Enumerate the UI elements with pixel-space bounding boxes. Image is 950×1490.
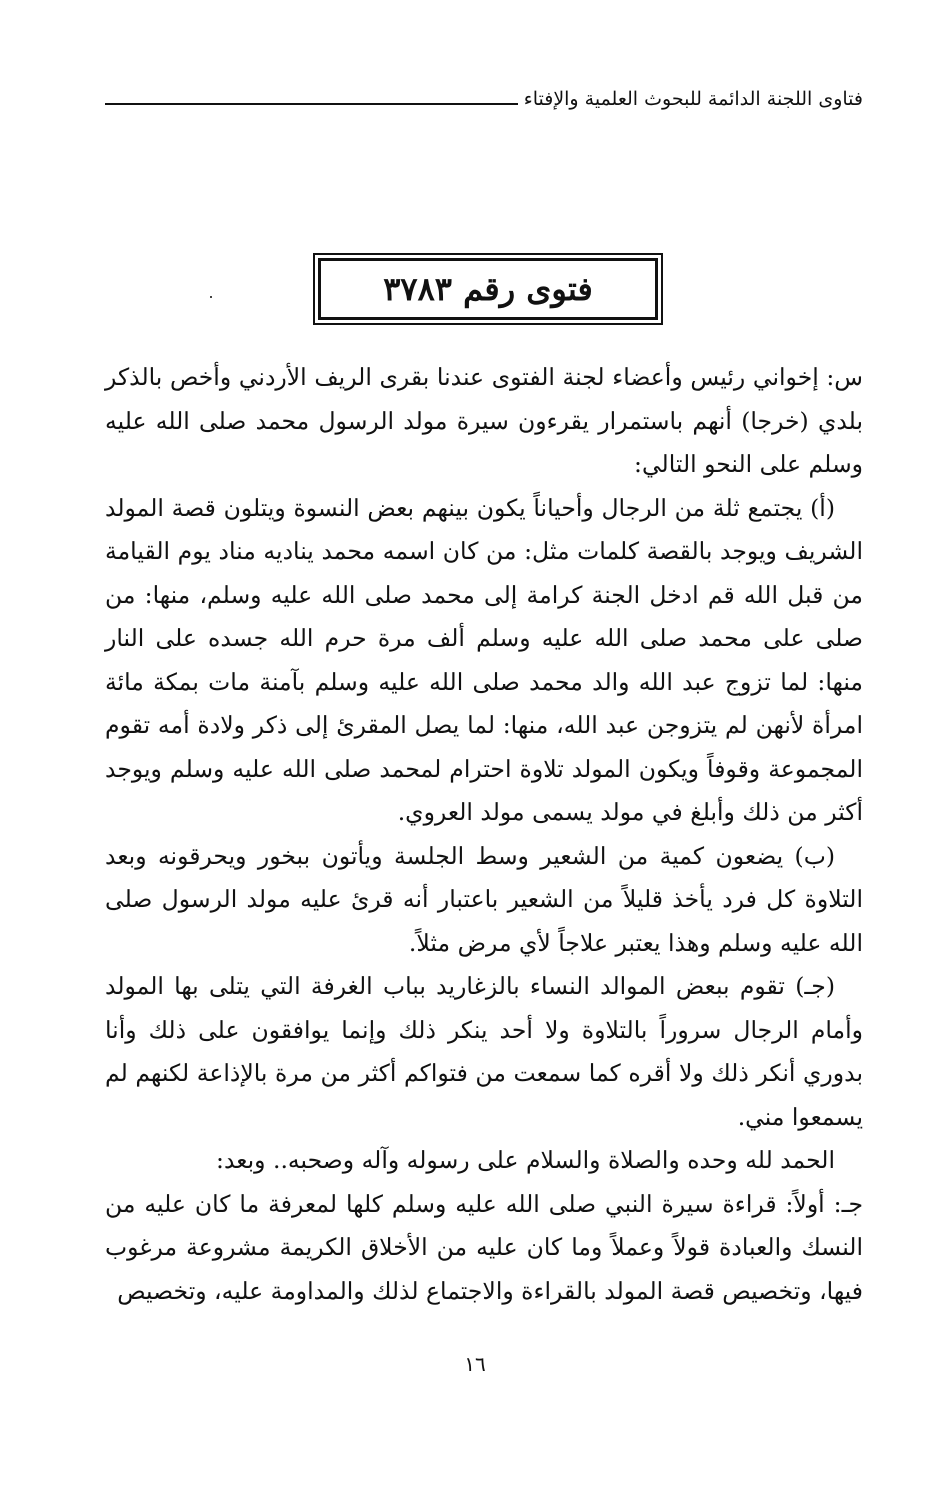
running-header-title: فتاوى اللجنة الدائمة للبحوث العلمية والإفتاء bbox=[523, 88, 863, 110]
fatwa-title: فتوى رقم ٣٧٨٣ bbox=[383, 270, 593, 308]
stray-mark bbox=[210, 296, 212, 298]
running-header bbox=[105, 88, 863, 110]
question-point-b: (ب) يضعون كمية من الشعير وسط الجلسة ويأتون ببخور ويحرقونه وبعد التلاوة كل فرد يأخذ قليلاً من الشعير باعتبار أنه قرئ عليه مولد الرسول صلى الله عليه وسلم وهذا يعتبر علاجاً لأي مرض مثلاً. bbox=[105, 841, 863, 957]
question-point-a: (أ) يجتمع ثلة من الرجال وأحياناً يكون بينهم بعض النسوة ويتلون قصة المولد الشريف ويوجد بالقصة كلمات مثل: من كان اسمه محمد يناديه مناد يوم القيامة من قبل الله قم ادخل الجنة كرامة إلى محمد صلى الله عليه وسلم، منها: من صلى على محمد صلى الله عليه وسلم ألف مرة حرم الله جسده على النار منها: لما تزوج عبد الله والد محمد صلى الله عليه وسلم بآمنة مات بمكة مائة امرأة لأنهن لم يتزوجن عبد الله، منها: لما يصل المقرئ إلى ذكر ولادة أمه تقوم المجموعة وقوفاً ويكون المولد تلاوة احترام لمحمد صلى الله عليه وسلم ويوجد أكثر من ذلك وأبلغ في مولد يسمى مولد العروي. bbox=[105, 493, 863, 826]
page-number: ١٦ bbox=[464, 1352, 486, 1376]
answer-preamble: الحمد لله وحده والصلاة والسلام على رسوله وآله وصحبه.. وبعد: bbox=[216, 1146, 835, 1174]
header-rule bbox=[105, 103, 518, 105]
fatwa-body bbox=[105, 356, 863, 1313]
fatwa-title-box bbox=[313, 253, 663, 325]
question-paragraph: س: إخواني رئيس وأعضاء لجنة الفتوى عندنا بقرى الريف الأردني وأخص بالذكر بلدي (خرجا) أنهم باستمرار يقرءون سيرة مولد الرسول محمد صلى الله عليه وسلم على النحو التالي: bbox=[105, 363, 863, 478]
question-point-c: (جـ) تقوم ببعض الموالد النساء بالزغاريد بباب الغرفة التي يتلى بها المولد وأمام الرجال سروراً بالتلاوة ولا أحد ينكر ذلك وإنما يوافقون على ذلك وأنا بدوري أنكر ذلك ولا أقره كما سمعت من فتواكم أكثر من مرة بالإذاعة لكنهم لم يسمعوا مني. bbox=[105, 972, 863, 1131]
answer-paragraph: جـ: أولاً: قراءة سيرة النبي صلى الله عليه وسلم كلها لمعرفة ما كان عليه من النسك والعبادة قولاً وعملاً وما كان عليه من الأخلاق الكريمة مشروعة مرغوب فيها، وتخصيص قصة المولد بالقراءة والاجتماع لذلك والمداومة عليه، وتخصيص bbox=[105, 1189, 863, 1305]
